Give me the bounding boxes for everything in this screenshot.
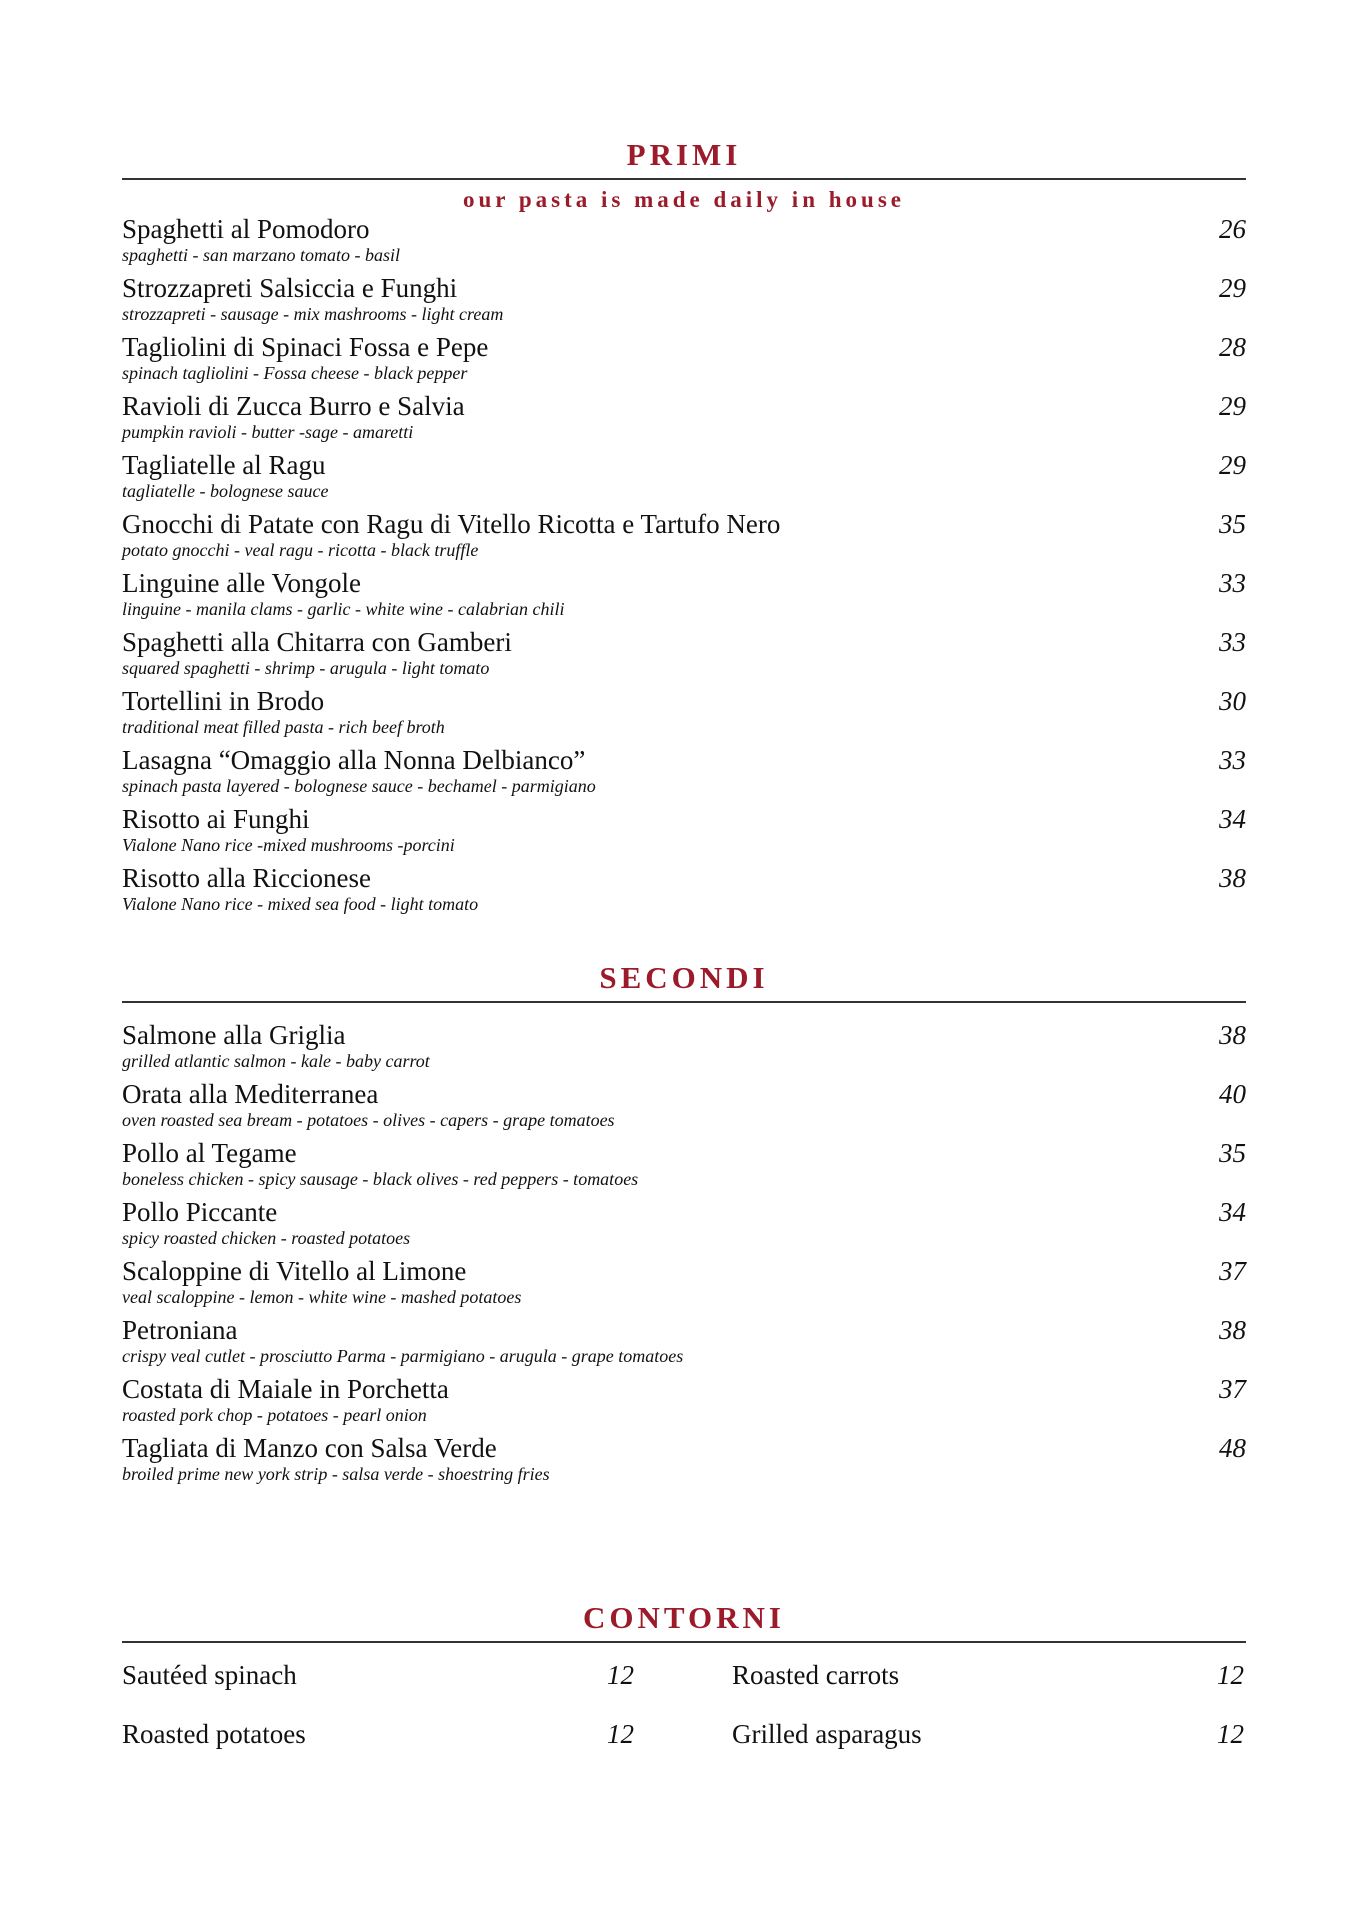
item-name: Petroniana (122, 1315, 238, 1345)
item-price: 28 (1219, 332, 1246, 362)
item-description: grilled atlantic salmon - kale - baby carrot (122, 1051, 430, 1071)
item-price: 30 (1219, 686, 1246, 716)
secondi-title: SECONDI (599, 960, 769, 995)
contorni-row (122, 1718, 1246, 1777)
item-description: crispy veal cutlet - prosciutto Parma - parmigiano - arugula - grape tomatoes (122, 1346, 684, 1366)
item-description: spinach pasta layered - bolognese sauce - bechamel - parmigiano (122, 776, 596, 796)
item-price: 35 (1219, 1138, 1246, 1168)
item-price: 12 (1217, 1719, 1244, 1749)
item-price: 48 (1219, 1433, 1246, 1463)
menu-item (122, 1373, 1246, 1432)
item-description: oven roasted sea bream - potatoes - olives - capers - grape tomatoes (122, 1110, 615, 1130)
item-description: potato gnocchi - veal ragu - ricotta - black truffle (122, 540, 479, 560)
secondi-section (122, 921, 1246, 1491)
item-name: Risotto alla Riccionese (122, 863, 371, 893)
item-price: 40 (1219, 1079, 1246, 1109)
item-description: roasted pork chop - potatoes - pearl onion (122, 1405, 427, 1425)
menu-item (122, 508, 1246, 567)
menu-item (122, 213, 1246, 272)
menu-item (122, 1196, 1246, 1255)
item-name: Tagliata di Manzo con Salsa Verde (122, 1433, 497, 1463)
item-price: 37 (1219, 1374, 1246, 1404)
item-name: Tagliolini di Spinaci Fossa e Pepe (122, 332, 489, 362)
item-price: 34 (1219, 804, 1246, 834)
item-description: traditional meat filled pasta - rich beef broth (122, 717, 445, 737)
item-price: 34 (1219, 1197, 1246, 1227)
item-price: 37 (1219, 1256, 1246, 1286)
item-name: Ravioli di Zucca Burro e Salvia (122, 391, 465, 421)
menu-item (122, 1137, 1246, 1196)
item-name: Pollo al Tegame (122, 1138, 297, 1168)
item-name: Tagliatelle al Ragu (122, 450, 326, 480)
menu-item (122, 449, 1246, 508)
menu-item (122, 1314, 1246, 1373)
item-description: tagliatelle - bolognese sauce (122, 481, 329, 501)
item-description: pumpkin ravioli - butter -sage - amaretti (122, 422, 414, 442)
item-price: 12 (607, 1660, 634, 1690)
side-item (122, 1659, 634, 1691)
item-name: Grilled asparagus (732, 1719, 922, 1749)
item-price: 29 (1219, 391, 1246, 421)
menu-item (122, 1078, 1246, 1137)
item-price: 26 (1219, 214, 1246, 244)
contorni-title: CONTORNI (583, 1600, 785, 1635)
item-price: 38 (1219, 1020, 1246, 1050)
item-name: Tortellini in Brodo (122, 686, 325, 716)
item-name: Spaghetti alla Chitarra con Gamberi (122, 627, 512, 657)
item-name: Salmone alla Griglia (122, 1020, 346, 1050)
primi-section (122, 0, 1246, 921)
menu-item (122, 567, 1246, 626)
contorni-row (122, 1659, 1246, 1718)
item-price: 38 (1219, 863, 1246, 893)
menu-item (122, 803, 1246, 862)
item-price: 29 (1219, 273, 1246, 303)
item-name: Roasted carrots (732, 1660, 900, 1690)
item-name: Pollo Piccante (122, 1197, 278, 1227)
side-item (732, 1659, 1244, 1691)
item-name: Linguine alle Vongole (122, 568, 361, 598)
menu-item (122, 272, 1246, 331)
item-name: Gnocchi di Patate con Ragu di Vitello Ricotta e Tartufo Nero (122, 509, 781, 539)
contorni-list (122, 1659, 1246, 1777)
secondi-list (122, 1019, 1246, 1491)
item-name: Orata alla Mediterranea (122, 1079, 379, 1109)
primi-title: PRIMI (626, 137, 742, 172)
item-description: spaghetti - san marzano tomato - basil (122, 245, 401, 265)
item-name: Scaloppine di Vitello al Limone (122, 1256, 467, 1286)
menu-item (122, 1255, 1246, 1314)
menu-item (122, 744, 1246, 803)
item-name: Risotto ai Funghi (122, 804, 310, 834)
item-description: linguine - manila clams - garlic - white wine - calabrian chili (122, 599, 565, 619)
contorni-section (122, 1491, 1246, 1777)
item-description: spicy roasted chicken - roasted potatoes (122, 1228, 411, 1248)
item-price: 29 (1219, 450, 1246, 480)
item-name: Sautéed spinach (122, 1660, 297, 1690)
side-item (732, 1718, 1244, 1750)
menu-item (122, 1432, 1246, 1491)
item-description: broiled prime new york strip - salsa verde - shoestring fries (122, 1464, 550, 1484)
item-price: 33 (1219, 627, 1246, 657)
menu-item (122, 626, 1246, 685)
item-price: 12 (607, 1719, 634, 1749)
item-description: spinach tagliolini - Fossa cheese - black pepper (122, 363, 468, 383)
item-name: Spaghetti al Pomodoro (122, 214, 370, 244)
item-description: Vialone Nano rice -mixed mushrooms -porcini (122, 835, 455, 855)
primi-list (122, 213, 1246, 921)
item-price: 33 (1219, 568, 1246, 598)
item-name: Lasagna “Omaggio alla Nonna Delbianco” (122, 745, 586, 775)
item-description: boneless chicken - spicy sausage - black olives - red peppers - tomatoes (122, 1169, 639, 1189)
side-item (122, 1718, 634, 1750)
item-name: Strozzapreti Salsiccia e Funghi (122, 273, 458, 303)
item-name: Costata di Maiale in Porchetta (122, 1374, 449, 1404)
item-name: Roasted potatoes (122, 1719, 306, 1749)
menu-item (122, 685, 1246, 744)
item-description: veal scaloppine - lemon - white wine - mashed potatoes (122, 1287, 522, 1307)
item-price: 38 (1219, 1315, 1246, 1345)
menu-page (122, 0, 1246, 1777)
item-description: Vialone Nano rice - mixed sea food - light tomato (122, 894, 479, 914)
item-price: 35 (1219, 509, 1246, 539)
item-description: strozzapreti - sausage - mix mashrooms - light cream (122, 304, 504, 324)
primi-subtitle: our pasta is made daily in house (463, 187, 905, 212)
menu-item (122, 390, 1246, 449)
item-price: 12 (1217, 1660, 1244, 1690)
item-description: squared spaghetti - shrimp - arugula - light tomato (122, 658, 490, 678)
menu-item (122, 1019, 1246, 1078)
menu-item (122, 862, 1246, 921)
menu-item (122, 331, 1246, 390)
item-price: 33 (1219, 745, 1246, 775)
